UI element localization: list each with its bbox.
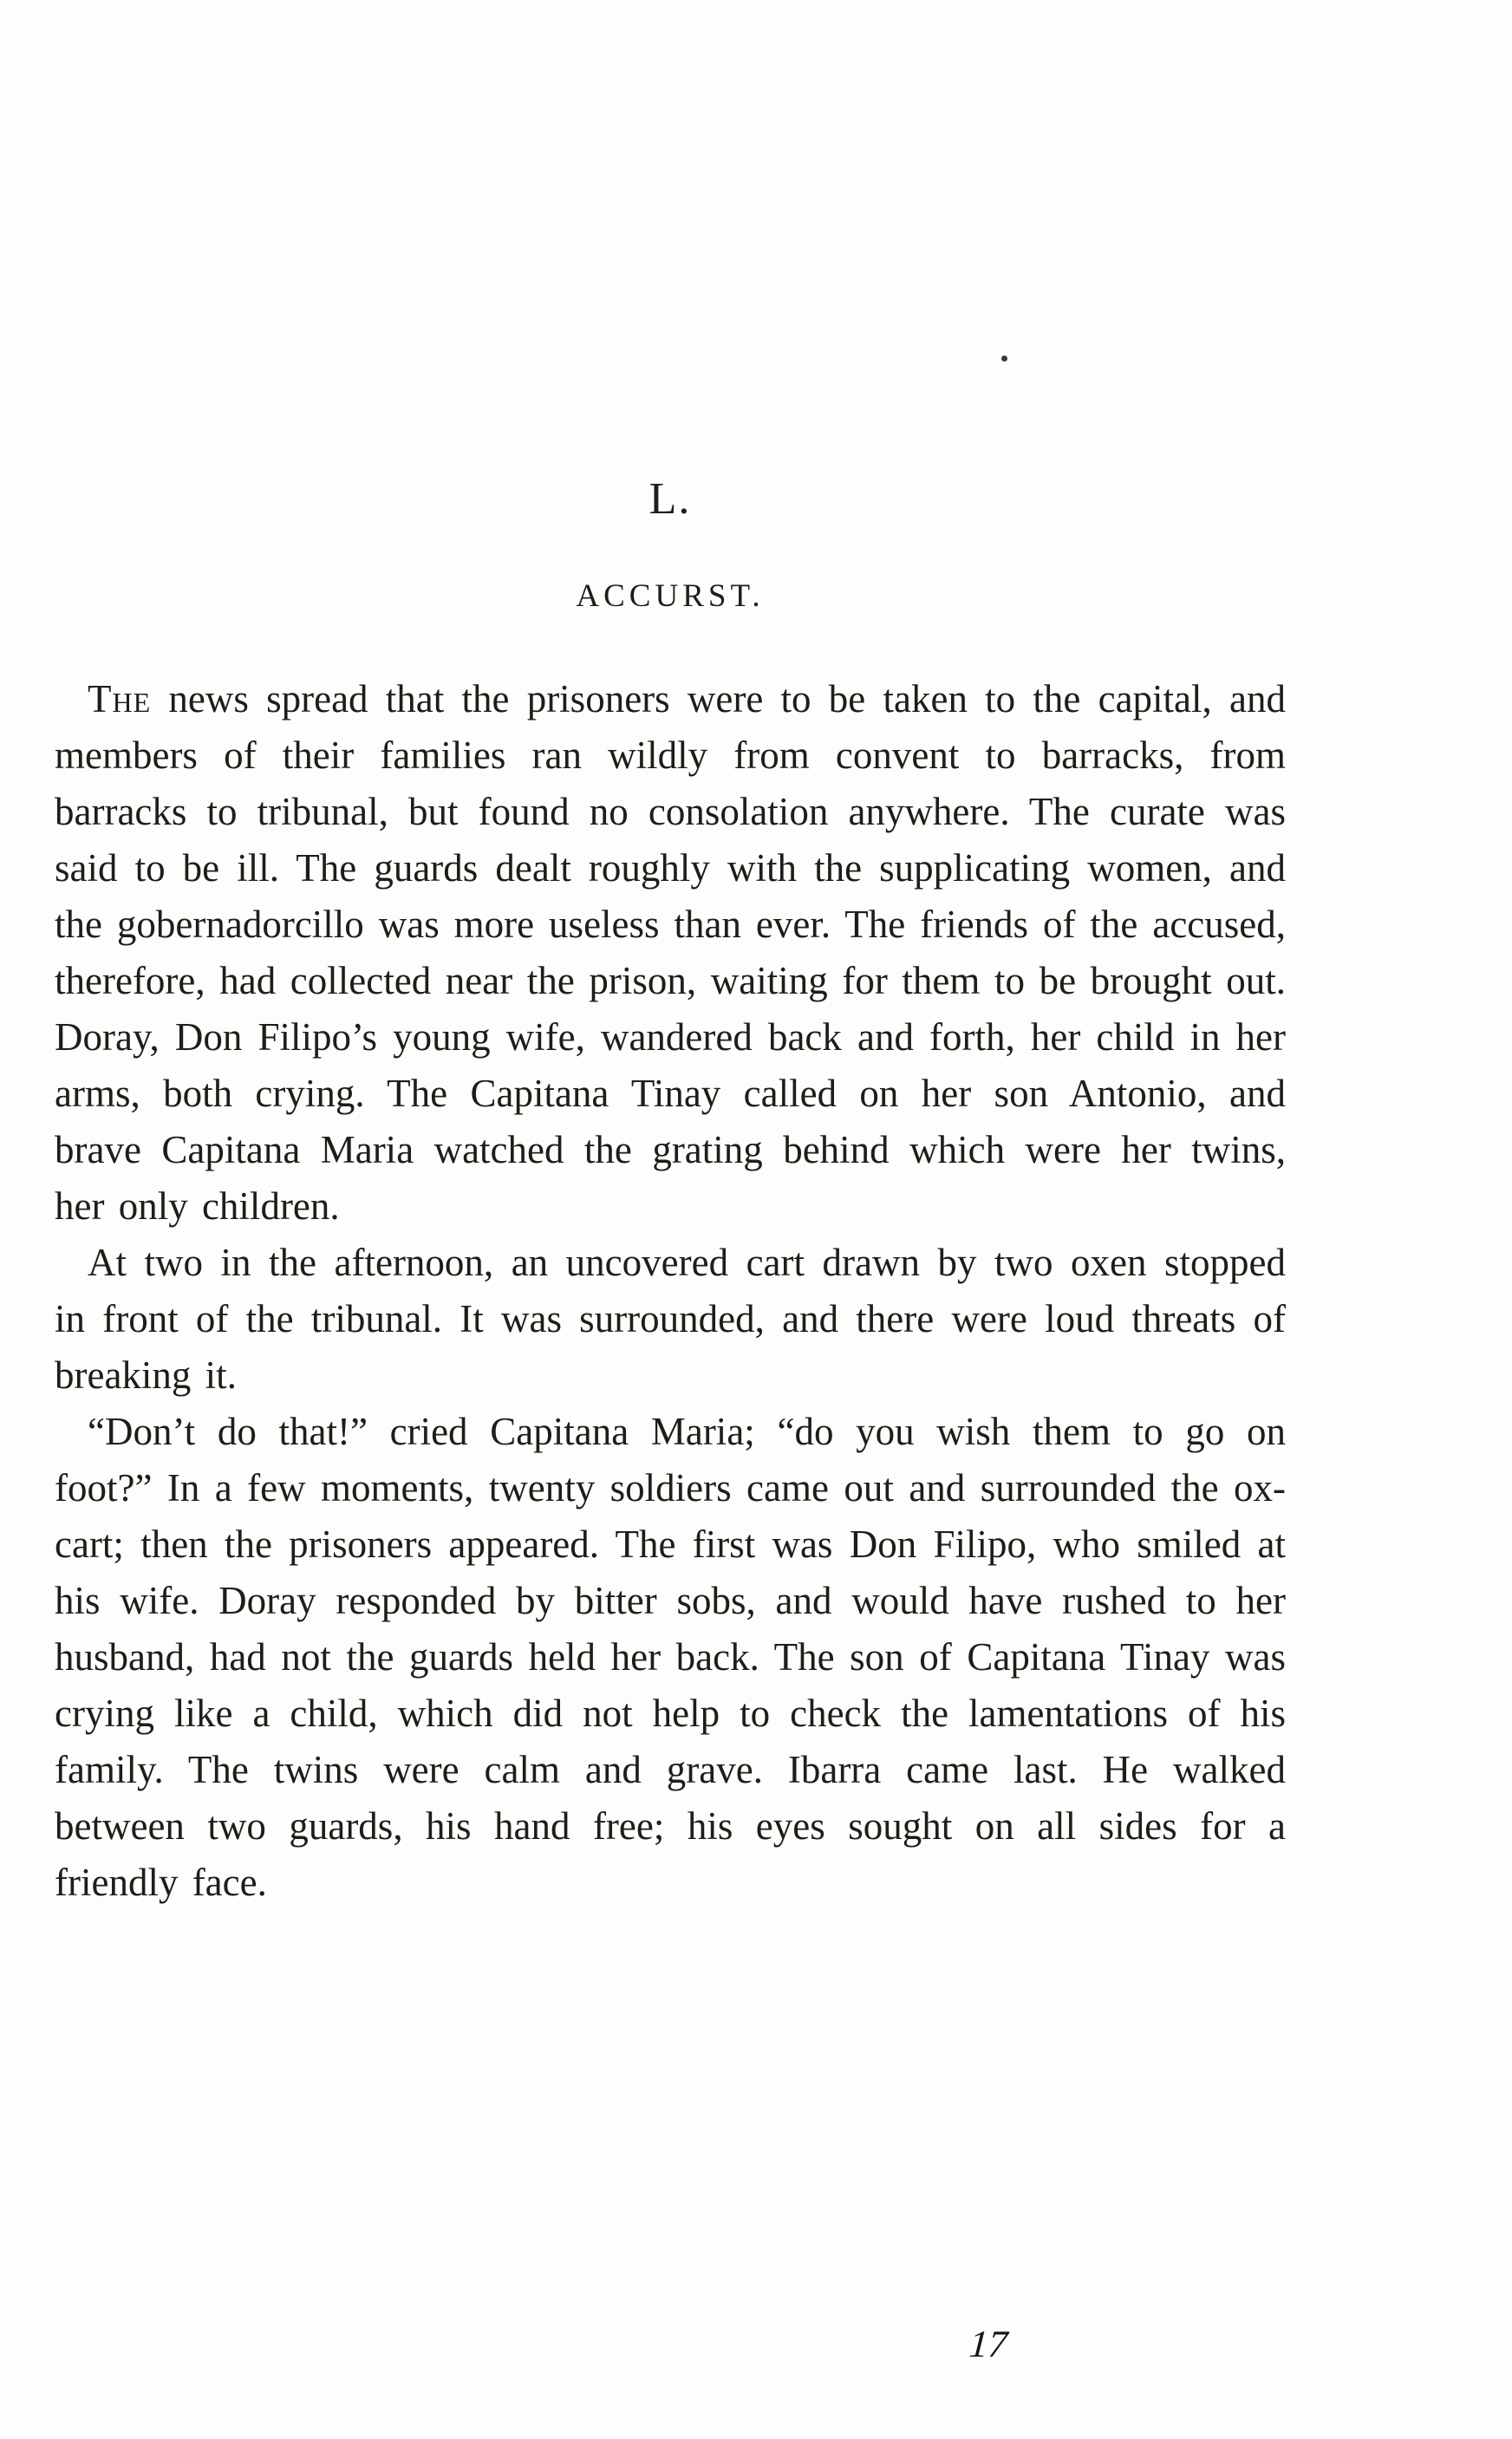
ink-speck: [1001, 355, 1007, 362]
paragraph-1: [55, 671, 1286, 1235]
text-block: [55, 475, 1286, 1911]
paragraph-1-lead-word: The: [88, 677, 152, 721]
chapter-title-heading: ACCURST.: [576, 578, 765, 614]
chapter-number-heading: L.: [648, 474, 692, 524]
page-number: 17: [968, 2323, 1009, 2365]
paragraph-2: At two in the afternoon, an uncovered cart drawn by two oxen stopped in front of the tribunal. It was surrounded, and there were loud threats of breaking it.: [55, 1241, 1286, 1397]
paragraph-1-text: news spread that the prisoners were to be taken to the capital, and members of their families ran wildly from convent to barracks, from barracks to tribunal, but found no consolation anywhere. The curate was said to be ill. The guards dealt roughly with the supplicating women, and the gobernadorcillo was more useless than ever. The friends of the accused, therefore, had collected near the prison, waiting for them to be brought out. Doray, Don Filipo’s young wife, wandered back and forth, her child in her arms, both crying. The Capitana Tinay called on her son Antonio, and brave Capitana Maria watched the grating behind which were her twins, her only children.: [55, 677, 1286, 1228]
paragraph-3: “Don’t do that!” cried Capitana Maria; “do you wish them to go on foot?” In a few moments, twenty soldiers came out and surrounded the ox-cart; then the prisoners appeared. The first was Don Filipo, who smiled at his wife. Doray responded by bitter sobs, and would have rushed to her husband, had not the guards held her back. The son of Capitana Tinay was crying like a child, which did not help to check the lamentations of his family. The twins were calm and grave. Ibarra came last. He walked between two guards, his hand free; his eyes sought on all sides for a friendly face.: [55, 1410, 1286, 1904]
